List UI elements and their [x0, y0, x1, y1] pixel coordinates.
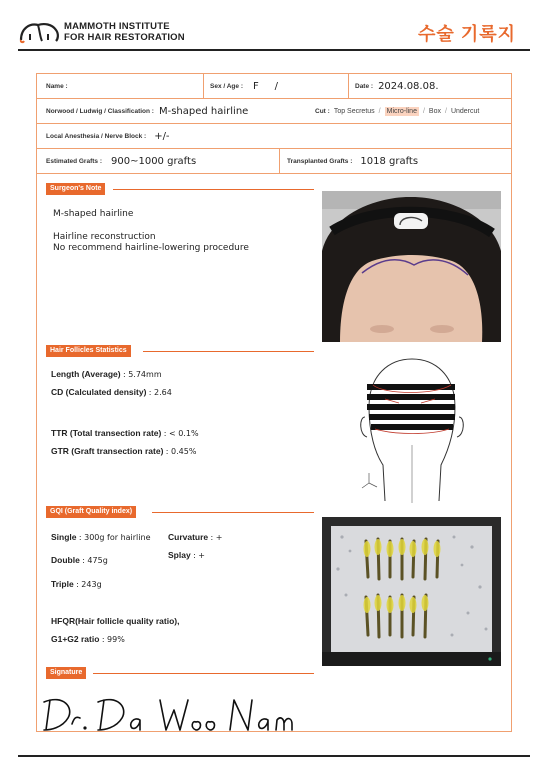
gqi-single [51, 532, 150, 542]
section-line [93, 673, 314, 674]
transplanted-grafts-value: 1018 grafts [360, 155, 419, 167]
stat-gtr [51, 446, 196, 456]
footer-divider [18, 755, 530, 757]
classification-value: M-shaped hairline [158, 105, 249, 117]
stat-length [51, 369, 162, 379]
classification-label: Norwood / Ludwig / Classification : [46, 107, 154, 115]
gqi-splay-label: Splay [168, 550, 191, 560]
graft-monitor-illustration [322, 517, 501, 666]
stat-ttr [51, 428, 199, 438]
document-header [18, 18, 530, 46]
divider [279, 149, 280, 173]
estimated-grafts-value: 900~1000 grafts [111, 155, 197, 167]
gqi-triple [51, 579, 102, 589]
section-tag-surgeons-note: Surgeon's Note [46, 183, 105, 195]
section-line [143, 351, 314, 352]
row-classification-cut [37, 99, 511, 124]
cut-option-box[interactable]: Box [428, 107, 441, 115]
date-field [355, 74, 439, 98]
separator: / [378, 107, 381, 115]
gqi-hfqr-label: HFQR(Hair follicle quality ratio), [51, 616, 180, 626]
row-anesthesia [37, 124, 511, 149]
patient-hairline-photo [322, 191, 501, 342]
cut-option-micro-line[interactable]: Micro-line [386, 107, 417, 115]
section-line [152, 512, 314, 513]
divider [348, 74, 349, 98]
head-diagram-icon [355, 355, 465, 505]
gqi-single-label: Single [51, 532, 77, 542]
stat-gtr-value: : 0.45% [165, 447, 197, 456]
row-name-sex-date [37, 74, 511, 99]
classification-field [46, 99, 248, 123]
stat-gtr-label: GTR (Graft transection rate) [51, 446, 164, 456]
cut-option-undercut[interactable]: Undercut [450, 107, 480, 115]
doctor-signature [40, 690, 320, 735]
gqi-double [51, 555, 108, 565]
surgeon-note-line1: M-shaped hairline [53, 209, 134, 219]
section-tag-gqi: GQI (Graft Quality index) [46, 506, 136, 518]
stat-length-value: : 5.74mm [122, 370, 162, 379]
gqi-triple-label: Triple [51, 579, 74, 589]
section-line [113, 189, 314, 190]
cut-field [315, 99, 479, 123]
logo-line2: FOR HAIR RESTORATION [64, 32, 185, 43]
surgeon-note-line3: No recommend hairline-lowering procedure [53, 243, 249, 253]
logo-text [64, 21, 185, 43]
hairline-photo-illustration [322, 191, 501, 342]
mammoth-logo-icon [18, 20, 62, 44]
section-tag-signature: Signature [46, 667, 86, 679]
gqi-double-label: Double [51, 555, 80, 565]
stat-length-label: Length (Average) [51, 369, 121, 379]
gqi-curvature-value: : + [210, 533, 223, 542]
surgeon-note-line2: Hairline reconstruction [53, 232, 156, 242]
stat-ttr-label: TTR (Total transection rate) [51, 428, 162, 438]
separator: / [444, 107, 447, 115]
section-tag-follicle-stats: Hair Follicles Statistics [46, 345, 131, 357]
stat-cd-label: CD (Calculated density) [51, 387, 147, 397]
date-label: Date : [355, 82, 374, 90]
name-label: Name : [46, 82, 68, 90]
separator: / [422, 107, 425, 115]
anesthesia-label: Local Anesthesia / Nerve Block : [46, 132, 147, 140]
cut-options [334, 108, 480, 115]
gqi-g1g2-label: G1+G2 ratio [51, 634, 100, 644]
transplanted-grafts-label: Transplanted Grafts : [287, 157, 353, 165]
document-title: 수술 기록지 [418, 24, 516, 44]
graft-monitor-photo [322, 517, 501, 666]
estimated-grafts-field [46, 149, 196, 173]
stat-cd-value: : 2.64 [148, 388, 172, 397]
stat-ttr-value: : < 0.1% [163, 429, 199, 438]
name-field [46, 74, 78, 98]
logo-line1: MAMMOTH INSTITUTE [64, 21, 170, 32]
transplanted-grafts-field [287, 149, 418, 173]
sex-age-label: Sex / Age : [210, 82, 243, 90]
cut-option-top-secretus[interactable]: Top Secretus [333, 107, 375, 115]
gqi-curvature [168, 532, 222, 542]
gqi-splay-value: : + [193, 551, 206, 560]
cut-label: Cut : [315, 107, 330, 115]
anesthesia-value: +/- [154, 130, 170, 142]
gqi-hfqr [51, 616, 179, 626]
row-grafts [37, 149, 511, 174]
gqi-triple-value: : 243g [76, 580, 102, 589]
header-divider [18, 49, 530, 51]
gqi-double-value: : 475g [82, 556, 108, 565]
estimated-grafts-label: Estimated Grafts : [46, 157, 102, 165]
date-value: 2024.08.08. [378, 80, 439, 92]
gqi-splay [168, 550, 205, 560]
sex-age-value: F / [253, 80, 279, 92]
divider [203, 74, 204, 98]
axis-gizmo-icon [362, 473, 377, 488]
gqi-g1g2 [51, 634, 125, 644]
sex-age-field [210, 74, 278, 98]
gqi-curvature-label: Curvature [168, 532, 209, 542]
anesthesia-field [46, 124, 170, 148]
gqi-g1g2-value: : 99% [101, 635, 125, 644]
stat-cd [51, 387, 172, 397]
gqi-single-value: : 300g for hairline [78, 533, 151, 542]
